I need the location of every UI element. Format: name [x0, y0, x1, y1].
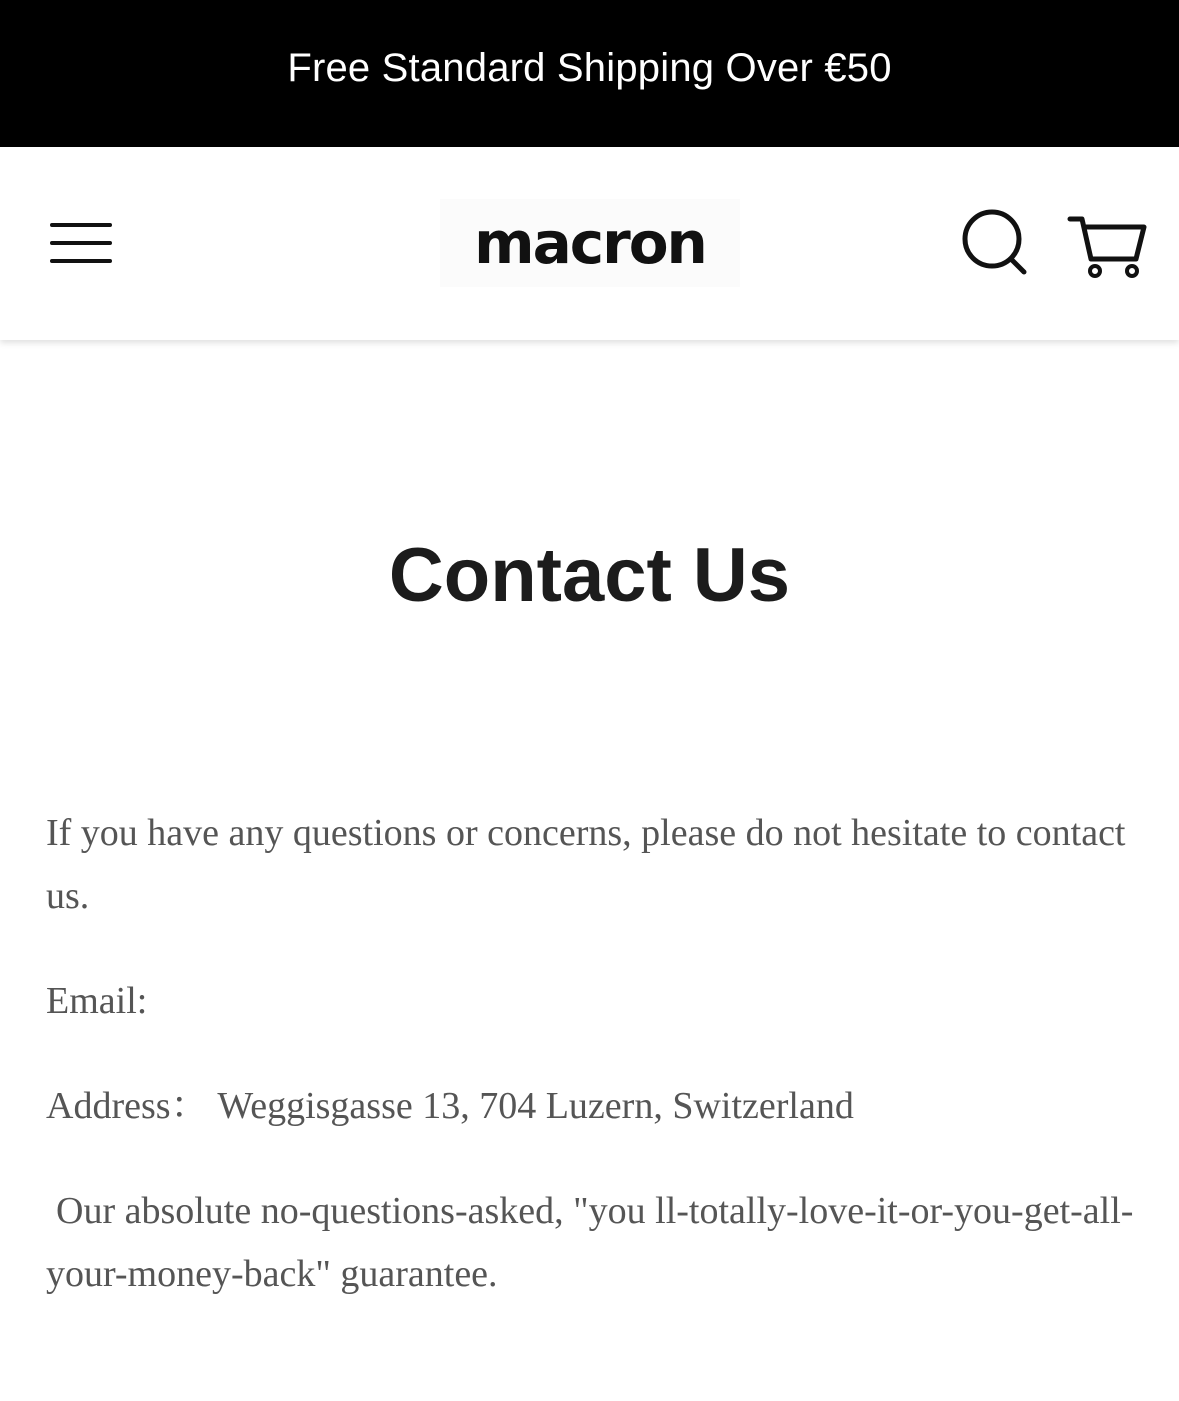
hamburger-menu-icon: [40, 207, 124, 279]
announcement-text: Free Standard Shipping Over €50: [287, 46, 892, 90]
logo-text: macron: [474, 209, 706, 277]
cart-icon: [1060, 201, 1150, 285]
page-title: Contact Us: [388, 533, 791, 618]
site-header: [0, 147, 1179, 340]
contact-content: [46, 802, 1136, 1348]
address-value: Weggisgasse 13, 704 Luzern, Switzerland: [217, 1085, 854, 1127]
announcement-bar: [0, 0, 1179, 147]
guarantee-text: Our absolute no-questions-asked, "you ll-totally-love-it-or-you-get-all-your-money-back" guarantee.: [46, 1190, 1134, 1295]
site-logo[interactable]: [440, 199, 740, 287]
address-label: Address：: [46, 1085, 209, 1127]
menu-button[interactable]: [40, 207, 124, 279]
email-line: [46, 970, 1136, 1033]
address-line: [46, 1075, 1136, 1138]
search-button[interactable]: [952, 201, 1036, 285]
intro-text: If you have any questions or concerns, please do not hesitate to contact us.: [46, 812, 1126, 917]
search-icon: [952, 201, 1036, 285]
email-label: Email:: [46, 980, 148, 1022]
cart-button[interactable]: [1060, 201, 1150, 285]
